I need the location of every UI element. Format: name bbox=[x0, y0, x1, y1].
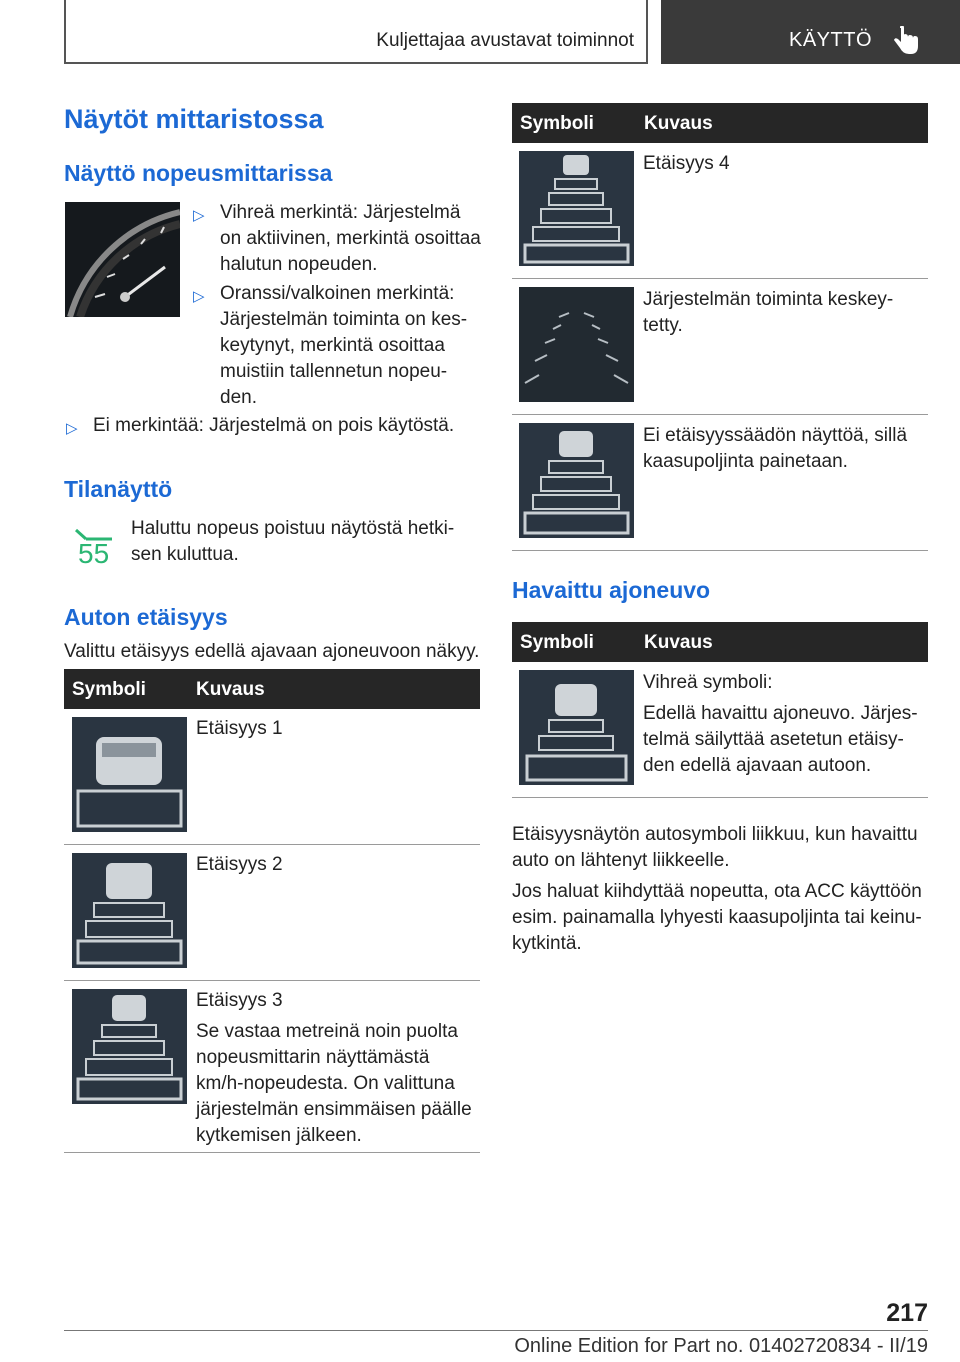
row-divider bbox=[64, 1152, 480, 1153]
col-description: Kuvaus bbox=[196, 679, 265, 700]
distance-2-symbol bbox=[72, 853, 187, 968]
speedo-bullet-3: Ei merkintää: Järjestelmä on pois käytöstä. bbox=[93, 415, 455, 436]
distance-2-label: Etäisyys 2 bbox=[196, 854, 283, 875]
chapter-title: KÄYTTÖ bbox=[789, 29, 873, 51]
bullet-icon: ▷ bbox=[193, 207, 205, 224]
distance-intro: Valittu etäisyys edellä ajavaan ajoneuvoon näkyy. bbox=[64, 641, 480, 662]
speedometer-image bbox=[65, 202, 180, 317]
col-symbol: Symboli bbox=[72, 679, 146, 700]
row-divider bbox=[64, 980, 480, 981]
right-row-3-text: Ei etäisyyssäädön näyttöä, sillä kaasupoljinta painetaan. bbox=[643, 425, 908, 472]
status-icon-number: 55 bbox=[78, 538, 110, 569]
row-divider bbox=[512, 797, 928, 798]
speedo-bullet-1: Vihreä merkintä: Järjestelmä on aktiivinen, merkintä osoittaa halutun nopeuden. bbox=[220, 202, 481, 275]
bullet-icon: ▷ bbox=[193, 288, 205, 305]
row-divider bbox=[512, 414, 928, 415]
header-section-box bbox=[64, 0, 648, 64]
right-row-2-text: Järjestelmän toiminta keskey-tetty. bbox=[643, 289, 894, 336]
bullet-icon: ▷ bbox=[66, 420, 78, 437]
distance-heading: Auton etäisyys bbox=[64, 604, 228, 630]
accelerator-symbol bbox=[519, 423, 634, 538]
distance-3-label: Etäisyys 3 bbox=[196, 990, 283, 1011]
distance-1-symbol bbox=[72, 717, 187, 832]
status-speed-icon bbox=[74, 528, 114, 570]
vehicle-table-header bbox=[512, 622, 928, 662]
paragraph-1: Etäisyysnäytön autosymboli liikkuu, kun havaittu auto on lähtenyt liikkeelle. bbox=[512, 824, 918, 871]
distance-4-symbol bbox=[519, 151, 634, 266]
page-number: 217 bbox=[886, 1299, 928, 1327]
col-description: Kuvaus bbox=[644, 632, 713, 653]
right-table-header bbox=[512, 103, 928, 143]
vehicle-desc: Edellä havaittu ajoneuvo. Järjes-telmä säilyttää asetetun etäisy-den edellä ajavaan autoon. bbox=[643, 703, 918, 776]
col-symbol: Symboli bbox=[520, 632, 594, 653]
page-title: Näytöt mittaristossa bbox=[64, 104, 324, 134]
pointing-hand-icon bbox=[893, 26, 919, 56]
paragraph-2: Jos haluat kiihdyttää nopeutta, ota ACC käyttöön esim. painamalla lyhyesti kaasupoljinta tai keinu-kytkintä. bbox=[512, 881, 922, 954]
interrupted-symbol bbox=[519, 287, 634, 402]
speedo-bullet-2: Oranssi/valkoinen merkintä: Järjestelmän toiminta on kes-keytynyt, merkintä osoittaa muistiin tallennetun nopeu-den. bbox=[220, 283, 468, 408]
vehicle-label: Vihreä symboli: bbox=[643, 672, 773, 693]
distance-3-desc: Se vastaa metreinä noin puolta nopeusmittarin näyttämästä km/h-nopeudesta. On valittuna järjestelmän ensimmäisen päälle kytkemisen jälkeen. bbox=[196, 1021, 472, 1146]
edition-note: Online Edition for Part no. 01402720834 - II/19 bbox=[514, 1335, 928, 1357]
col-symbol: Symboli bbox=[520, 113, 594, 134]
row-divider bbox=[64, 844, 480, 845]
vehicle-detected-symbol bbox=[519, 670, 634, 785]
status-text: Haluttu nopeus poistuu näytöstä hetki-sen kuluttua. bbox=[131, 518, 455, 565]
right-row-1-text: Etäisyys 4 bbox=[643, 153, 730, 174]
col-description: Kuvaus bbox=[644, 113, 713, 134]
distance-3-symbol bbox=[72, 989, 187, 1104]
section-title: Kuljettajaa avustavat toiminnot bbox=[376, 30, 634, 51]
row-divider bbox=[512, 550, 928, 551]
distance-1-label: Etäisyys 1 bbox=[196, 718, 283, 739]
status-heading: Tilanäyttö bbox=[64, 476, 173, 502]
footer-divider bbox=[64, 1330, 928, 1331]
row-divider bbox=[512, 278, 928, 279]
vehicle-heading: Havaittu ajoneuvo bbox=[512, 577, 711, 603]
distance-table-header bbox=[64, 669, 480, 709]
speedo-heading: Näyttö nopeusmittarissa bbox=[64, 160, 333, 186]
